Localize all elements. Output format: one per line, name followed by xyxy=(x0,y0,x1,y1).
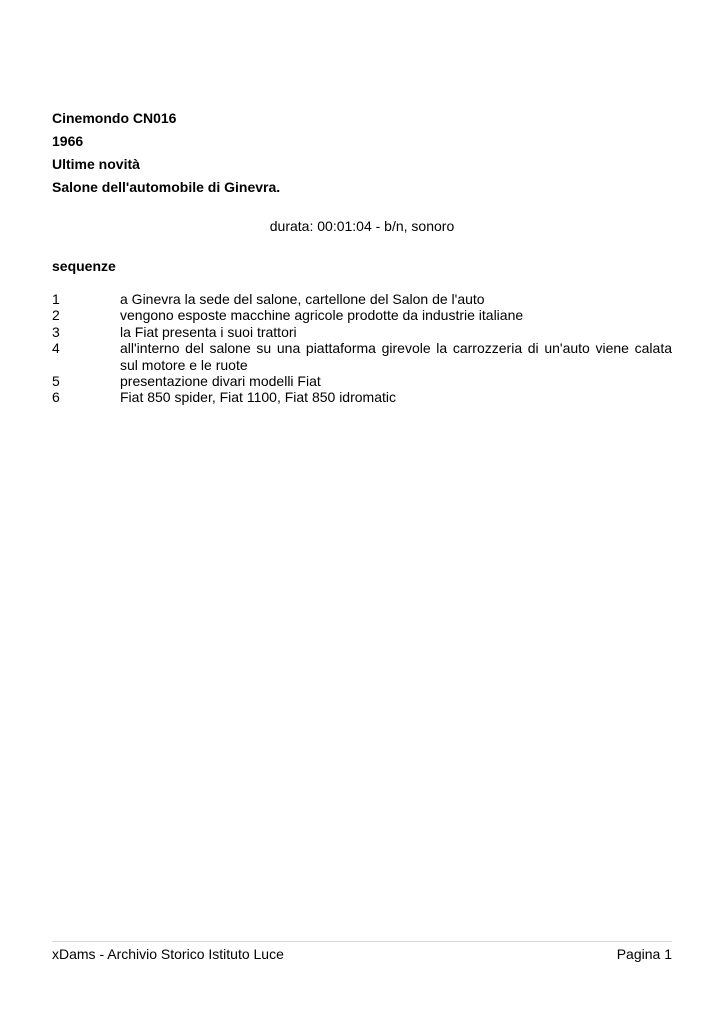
sequence-number: 2 xyxy=(52,307,60,324)
record-category: Ultime novità xyxy=(52,156,140,172)
sequences-list xyxy=(52,291,672,406)
sequence-item xyxy=(52,307,672,323)
sequence-number: 1 xyxy=(52,291,60,307)
sequence-text: la Fiat presenta i suoi trattori xyxy=(120,323,297,340)
footer-divider xyxy=(52,941,672,942)
sequences-heading: sequenze xyxy=(52,258,116,274)
sequence-number: 3 xyxy=(52,323,60,340)
sequence-item xyxy=(52,324,672,340)
record-title: Salone dell'automobile di Ginevra. xyxy=(52,179,281,195)
document-page xyxy=(52,0,672,1024)
sequence-text: vengono esposte macchine agricole prodotte da industrie italiane xyxy=(120,307,524,324)
record-year: 1966 xyxy=(52,133,84,149)
sequence-item xyxy=(52,291,672,307)
footer-source: xDams - Archivio Storico Istituto Luce xyxy=(52,946,284,962)
sequence-text: presentazione divari modelli Fiat xyxy=(120,373,321,390)
sequence-text: a Ginevra la sede del salone, cartellone del Salon de l'auto xyxy=(120,291,485,307)
sequence-text: all'interno del salone su una piattaforma girevole la carrozzeria di un'auto viene calata sul motore e le ruote xyxy=(120,340,672,373)
sequence-text: Fiat 850 spider, Fiat 1100, Fiat 850 idromatic xyxy=(120,389,396,406)
footer-page-number: Pagina 1 xyxy=(616,946,672,962)
sequence-number: 6 xyxy=(52,389,60,406)
sequence-item xyxy=(52,340,672,373)
sequence-item xyxy=(52,389,672,405)
sequence-number: 5 xyxy=(52,373,60,390)
sequence-number: 4 xyxy=(52,340,60,357)
record-code: Cinemondo CN016 xyxy=(52,110,177,126)
sequence-item xyxy=(52,373,672,389)
duration-info: durata: 00:01:04 - b/n, sonoro xyxy=(269,218,455,234)
